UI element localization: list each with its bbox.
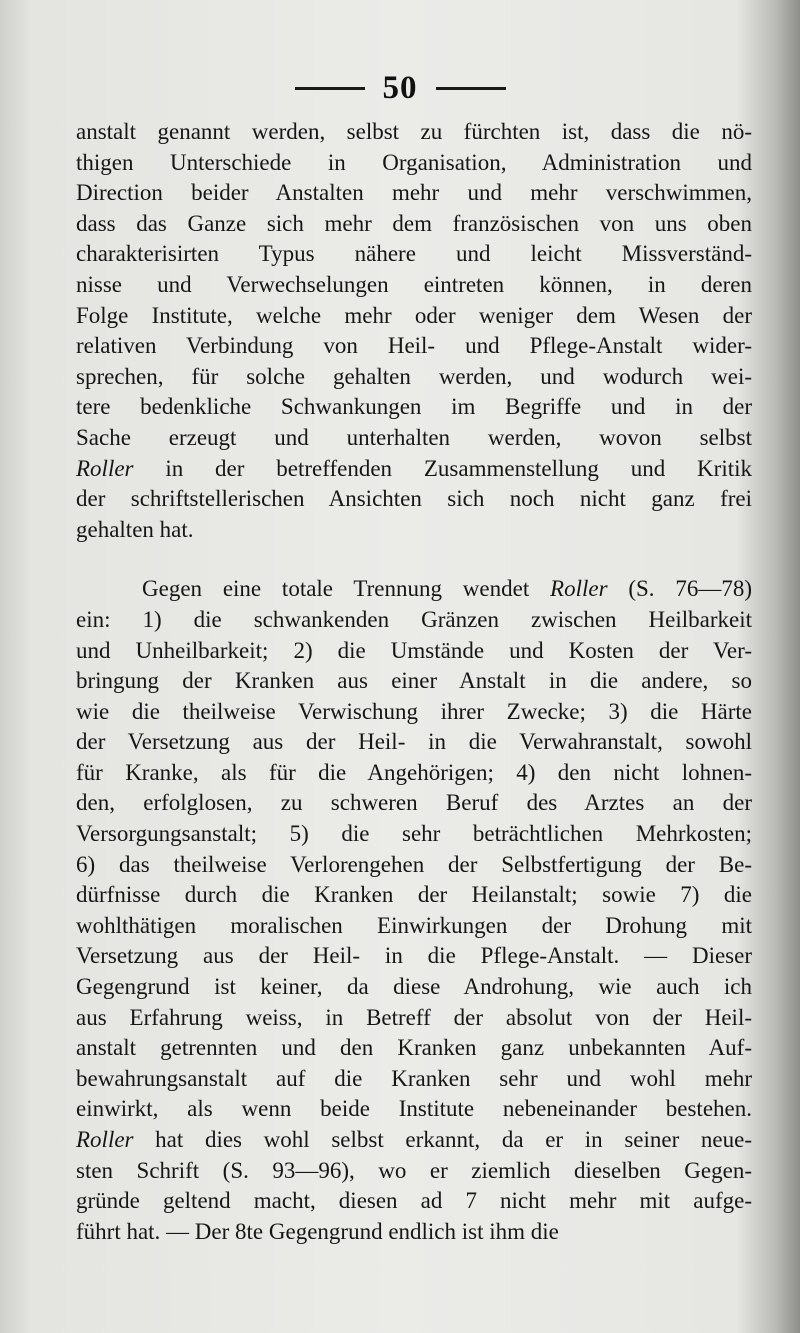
text-line: anstalt getrennten und den Kranken ganz unbekannten Auf- — [76, 1035, 752, 1061]
left-header-rule — [295, 87, 365, 90]
text-line: aus Erfahrung weiss, in Betreff der absolut von der Heil- — [76, 1004, 752, 1030]
text-line: der schriftstellerischen Ansichten sich noch nicht ganz frei — [76, 486, 752, 512]
right-header-rule — [436, 87, 506, 90]
text-line: Versetzung aus der Heil- in die Pflege-Anstalt. — Dieser — [76, 943, 752, 969]
text-line — [76, 574, 752, 605]
text-segment: hat dies wohl selbst erkannt, da er in seiner neue- — [133, 1127, 752, 1152]
text-line: bringung der Kranken aus einer Anstalt in die andere, so — [76, 668, 752, 694]
text-line: der Versetzung aus der Heil- in die Verwahranstalt, sowohl — [76, 729, 752, 755]
author-name: Roller — [550, 576, 608, 602]
text-line: dürfnisse durch die Kranken der Heilanstalt; sowie 7) die — [76, 882, 752, 908]
text-line: wohlthätigen moralischen Einwirkungen der Drohung mit — [76, 912, 752, 938]
text-line: anstalt genannt werden, selbst zu fürchten ist, dass die nö- — [76, 119, 752, 144]
text-line: sten Schrift (S. 93—96), wo er ziemlich dieselben Gegen- — [76, 1157, 752, 1183]
text-line: sprechen, für solche gehalten werden, und wodurch wei- — [76, 363, 752, 389]
text-line: Gegengrund ist keiner, da diese Androhung, wie auch ich — [76, 974, 752, 1000]
text-segment: (S. 76—78) — [607, 576, 752, 602]
text-line: charakterisirten Typus nähere und leicht Missverständ- — [76, 241, 752, 267]
page-header — [0, 70, 800, 106]
text-line — [76, 454, 752, 485]
text-line: dass das Ganze sich mehr dem französischen von uns oben — [76, 210, 752, 236]
text-line: Sache erzeugt und unterhalten werden, wovon selbst — [76, 424, 752, 450]
text-line: nisse und Verwechselungen eintreten können, in deren — [76, 271, 752, 297]
text-line: gehalten hat. — [76, 516, 194, 542]
text-line: Versorgungsanstalt; 5) die sehr beträchtlichen Mehrkosten; — [76, 821, 752, 847]
author-name: Roller — [76, 455, 134, 481]
text-line: Folge Institute, welche mehr oder weniger dem Wesen der — [76, 302, 752, 328]
text-line: ein: 1) die schwankenden Gränzen zwischen Heilbarkeit — [76, 606, 752, 632]
paragraph-1 — [76, 117, 752, 545]
text-line: bewahrungsanstalt auf die Kranken sehr und wohl mehr — [76, 1065, 752, 1091]
text-segment: in der betreffenden Zusammenstellung und Kritik — [133, 455, 752, 481]
author-name: Roller — [76, 1127, 134, 1152]
text-line: für Kranke, als für die Angehörigen; 4) den nicht lohnen- — [76, 759, 752, 785]
page-number: 50 — [382, 69, 418, 106]
text-line — [76, 1125, 752, 1156]
text-line: wie die theilweise Verwischung ihrer Zwecke; 3) die Härte — [76, 698, 752, 724]
text-line: 6) das theilweise Verlorengehen der Selbstfertigung der Be- — [76, 851, 752, 877]
text-line: thigen Unterschiede in Organisation, Administration und — [76, 149, 752, 175]
text-line: den, erfolglosen, zu schweren Beruf des Arztes an der — [76, 790, 752, 816]
text-line: relativen Verbindung von Heil- und Pflege-Anstalt wider- — [76, 333, 752, 359]
text-line: führt hat. — Der 8te Gegengrund endlich ist ihm die — [76, 1218, 559, 1244]
paragraph-2 — [76, 574, 752, 1247]
text-line: und Unheilbarkeit; 2) die Umstände und Kosten der Ver- — [76, 637, 752, 663]
text-line: tere bedenkliche Schwankungen im Begriffe und in der — [76, 394, 752, 420]
text-line: gründe geltend macht, diesen ad 7 nicht mehr mit aufge- — [76, 1188, 752, 1214]
paragraph-gap — [76, 545, 752, 574]
body-text — [76, 117, 752, 1247]
text-line: einwirkt, als wenn beide Institute nebeneinander bestehen. — [76, 1096, 752, 1122]
text-line: Direction beider Anstalten mehr und mehr verschwimmen, — [76, 180, 752, 206]
text-segment: Gegen eine totale Trennung wendet — [142, 576, 551, 602]
